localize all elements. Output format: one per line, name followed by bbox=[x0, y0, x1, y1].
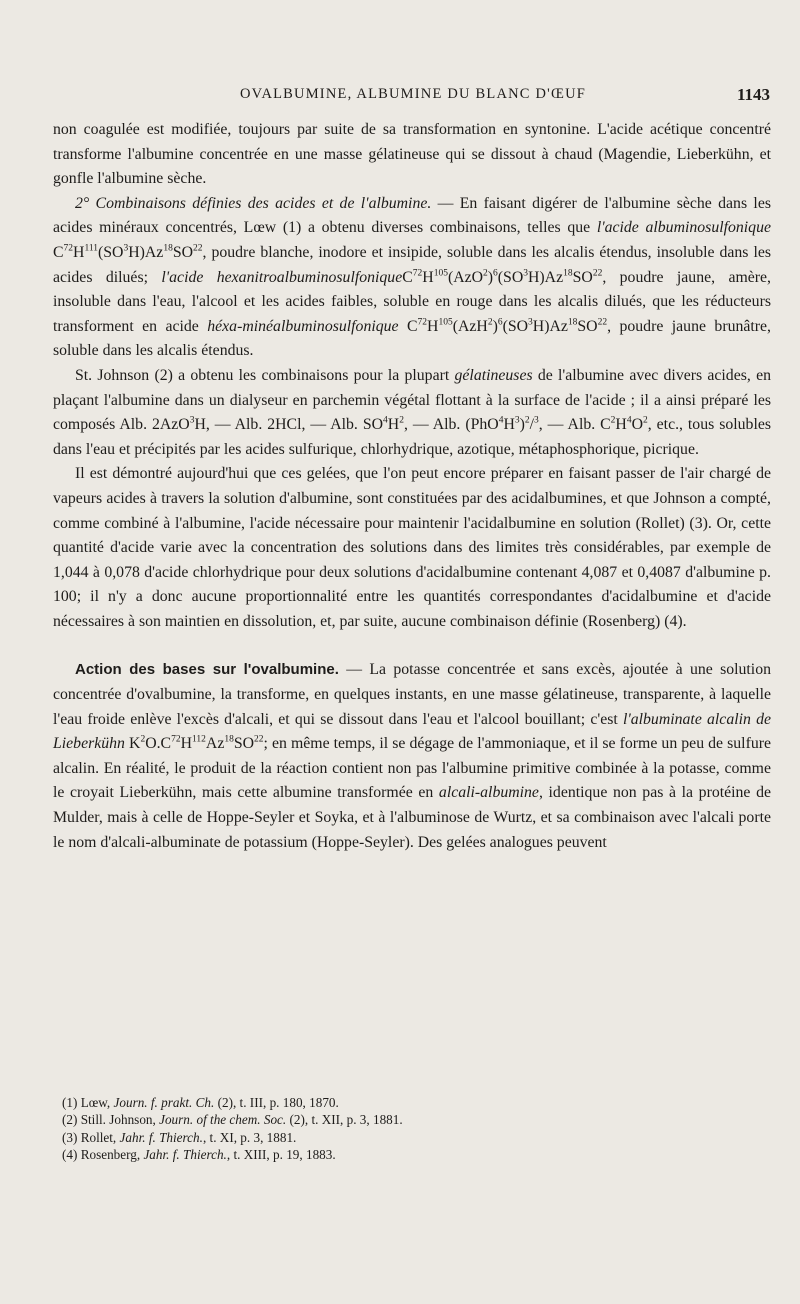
running-head bbox=[56, 86, 770, 112]
section-title-combinaisons: 2° Combinaisons définies des acides et de l'albumine. bbox=[75, 194, 432, 212]
footnote-4: (4) Rosenberg, Jahr. f. Thierch., t. XIII, p. 19, 1883. bbox=[62, 1147, 336, 1163]
paragraph-3: St. Johnson (2) a obtenu les combinaisons pour la plupart gélatineuses de l'albumine avec divers acides, en plaçant l'albumine dans un dialyseur en parchemin végétal flottant à la surface de l'acide ; il a ainsi préparé les composés Alb. 2AzO$^3$H, — Alb. 2HCl, — Alb. $SO^4H^2$, — Alb. $(PhO^4H^3)^2/^3$, — Alb. $C^2H^4O^2$, etc., tous solubles dans l'eau et précipités par les acides sulfurique, chlorhydrique, azotique, métaphosphorique, picrique. bbox=[53, 366, 771, 458]
footnote-3: (3) Rollet, Jahr. f. Thierch., t. XI, p. 3, 1881. bbox=[62, 1129, 297, 1145]
paragraph-1: non coagulée est modifiée, toujours par suite de sa transformation en syntonine. L'acide acétique concentré transforme l'albumine concentrée en une masse gélatineuse qui se dissout à chaud (Magendie, Lieberkühn, et gonfle l'albumine sèche. bbox=[53, 121, 771, 188]
footnotes bbox=[62, 1094, 762, 1164]
section-heading-bases: Action des bases sur l'ovalbumine. bbox=[75, 661, 339, 679]
page-number: 1143 bbox=[736, 85, 770, 104]
footnote-1: (1) Lœw, Journ. f. prakt. Ch. (2), t. III, p. 180, 1870. bbox=[62, 1095, 339, 1110]
paragraph-2: 2° Combinaisons définies des acides et de l'albumine. — En faisant digérer de l'albumine sèche dans les acides minéraux concentrés, Lœw (1) a obtenu diverses combinaisons, telles que l'acide albuminosulfonique $C^{72}H^{111}(SO^3H)Az^{18}SO^{22}$, poudre blanche, inodore et insipide, soluble dans les alcalis étendus, insoluble dans les acides dilués; l'acide $hexanitroalbuminosulfoniqueC^{72}H^{105}(AzO^2)^6(SO^3H)Az^{18}SO^{22}$, poudre jaune, amère, insoluble dans l'eau, l'alcool et les acides faibles, soluble en rouge dans les alcalis dilués, que les réducteurs transforment en acide héxa-minéalbuminosulfonique $C^{72}H^{105}(AzH^2)^6(SO^3H)Az^{18}SO^{22}$, poudre jaune brunâtre, soluble dans les alcalis étendus. bbox=[53, 194, 772, 360]
running-head-title: OVALBUMINE, ALBUMINE DU BLANC D'ŒUF bbox=[239, 86, 587, 102]
body-text bbox=[53, 118, 771, 855]
paragraph-4: Il est démontré aujourd'hui que ces gelées, que l'on peut encore préparer en faisant passer de l'air chargé de vapeurs acides à travers la solution d'albumine, sont constituées par des acidalbumines, et que Johnson a compté, comme combiné à l'albumine, l'acide nécessaire pour maintenir l'acidalbumine en solution (Rollet) (3). Or, cette quantité d'acide varie avec la concentration des solutions dans des limites très considérables, par exemple de 1,044 à 0,078 d'acide chlorhydrique pour deux solutions d'acidalbumine contenant 4,087 et 0,4087 d'albumine p. 100; il n'y a donc aucune proportionnalité entre les quantités correspondantes d'acidalbumine et d'acide nécessaires à son maintien en dissolution, et, par suite, aucune combinaison définie (Rosenberg) (4). bbox=[53, 465, 771, 630]
paragraph-5: Action des bases sur l'ovalbumine. — La potasse concentrée et sans excès, ajoutée à une solution concentrée d'ovalbumine, la transforme, en quelques instants, en une masse gélatineuse, transparente, à laquelle l'eau froide enlève l'excès d'alcali, et qui se dissout dans l'eau et l'alcool bouillant; c'est l'albuminate alcalin de Lieberkühn $K^2O.C^{72}H^{112}Az^{18}SO^{22}$; en même temps, il se dégage de l'ammoniaque, et il se forme un peu de sulfure alcalin. En réalité, le produit de la réaction contient non pas l'albumine primitive combinée à la potasse, comme le croyait Lieberkühn, mais cette albumine transformée en alcali-albumine, identique non pas à la protéine de Mulder, mais à celle de Hoppe-Seyler et Soyka, et à l'albuminose de Wurtz, et sa combinaison avec l'alcali porte le nom d'alcali-albuminate de potassium (Hoppe-Seyler). Des gelées analogues peuvent bbox=[53, 661, 771, 851]
footnote-2: (2) Still. Johnson, Journ. of the chem. Soc. (2), t. XII, p. 3, 1881. bbox=[62, 1112, 403, 1128]
